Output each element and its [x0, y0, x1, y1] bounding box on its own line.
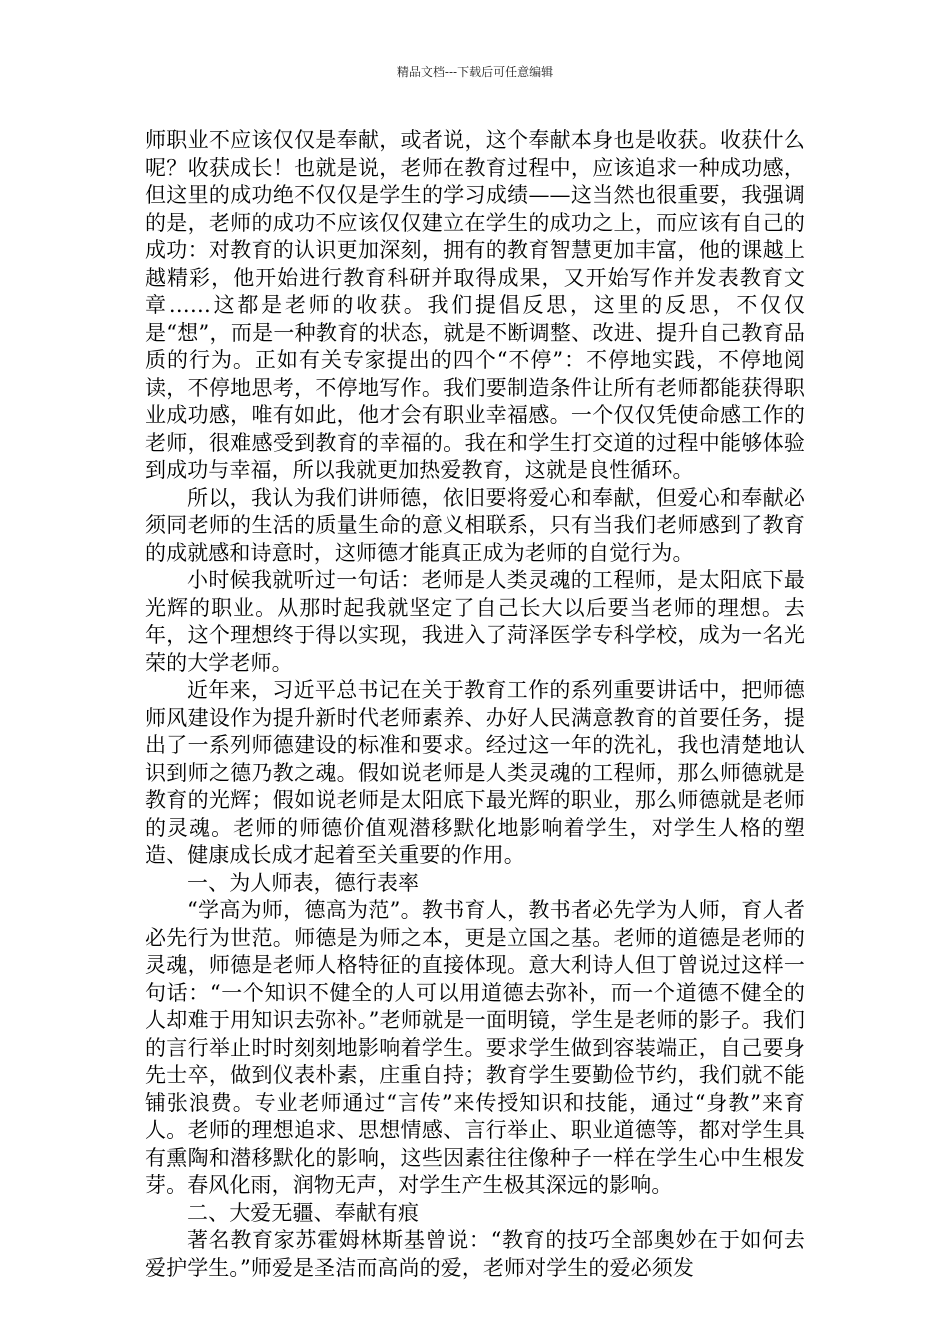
page-header: 精品文档---下载后可任意编辑 [396, 65, 554, 79]
paragraph-recent-years: 近年来，习近平总书记在关于教育工作的系列重要讲话中，把师德师风建设作为提升新时代老师素养、办好人民满意教育的首要任务，提出了一系列师德建设的标准和要求。经过这一年的洗礼，我也清楚地认识到师之德乃教之魂。假如说老师是人类灵魂的工程师，那么师德就是教育的光辉；假如说老师是太阳底下最光辉的职业，那么师德就是老师的灵魂。老师的师德价值观潜移默化地影响着学生，对学生人格的塑造、健康成长成才起着至关重要的作用。 [145, 678, 805, 867]
paragraph-childhood-ideal: 小时候我就听过一句话：老师是人类灵魂的工程师，是太阳底下最光辉的职业。从那时起我就坚定了自己长大以后要当老师的理想。去年，这个理想终于得以实现，我进入了菏泽医学专科学校，成为一名光荣的大学老师。 [145, 568, 805, 675]
paragraph-role-model: “学高为师，德高为范”。教书育人，教书者必先学为人师，育人者必先行为世范。师德是为师之本，更是立国之基。老师的道德是老师的灵魂，师德是老师人格特征的直接体现。意大利诗人但丁曾说过这样一句话：“一个知识不健全的人可以用道德去弥补，而一个道德不健全的人却难于用知识去弥补。”老师就是一面明镜，学生是老师的影子。我们的言行举止时时刻刻地影响着学生。要求学生做到容装端正，自己要身先士卒，做到仪表朴素，庄重自持；教育学生要勤俭节约，我们就不能铺张浪费。专业老师通过“言传”来传授知识和技能，通过“身教”来育人。老师的理想追求、思想情感、言行举止、职业道德等，都对学生具有熏陶和潜移默化的影响，这些因素往往像种子一样在学生心中生根发芽。春风化雨，润物无声，对学生产生极其深远的影响。 [145, 898, 805, 1197]
section-heading-1: 一、为人师表，德行表率 [187, 870, 420, 895]
paragraph-teacher-ethics: 所以，我认为我们讲师德，依旧要将爱心和奉献，但爱心和奉献必须同老师的生活的质量生命的意义相联系，只有当我们老师感到了教育的成就感和诗意时，这师德才能真正成为老师的自觉行为。 [145, 485, 805, 565]
section-heading-2: 二、大爱无疆、奉献有痕 [187, 1200, 420, 1225]
document-body [145, 127, 805, 1282]
paragraph-continued: 师职业不应该仅仅是奉献，或者说，这个奉献本身也是收获。收获什么呢？收获成长！也就是说，老师在教育过程中，应该追求一种成功感，但这里的成功绝不仅仅是学生的学习成绩——这当然也很重要，我强调的是，老师的成功不应该仅仅建立在学生的成功之上，而应该有自己的成功：对教育的认识更加深刻，拥有的教育智慧更加丰富，他的课越上越精彩，他开始进行教育科研并取得成果，又开始写作并发表教育文章……这都是老师的收获。我们提倡反思，这里的反思，不仅仅是“想”，而是一种教育的状态，就是不断调整、改进、提升自己教育品质的行为。正如有关专家提出的四个“不停”：不停地实践，不停地阅读，不停地思考，不停地写作。我们要制造条件让所有老师都能获得职业成功感，唯有如此，他才会有职业幸福感。一个仅仅凭使命感工作的老师，很难感受到教育的幸福的。我在和学生打交道的过程中能够体验到成功与幸福，所以我就更加热爱教育，这就是良性循环。 [145, 128, 805, 482]
paragraph-love-students: 著名教育家苏霍姆林斯基曾说：“教育的技巧全部奥妙在于如何去爱护学生。”师爱是圣洁而高尚的爱，老师对学生的爱必须发 [145, 1228, 805, 1280]
